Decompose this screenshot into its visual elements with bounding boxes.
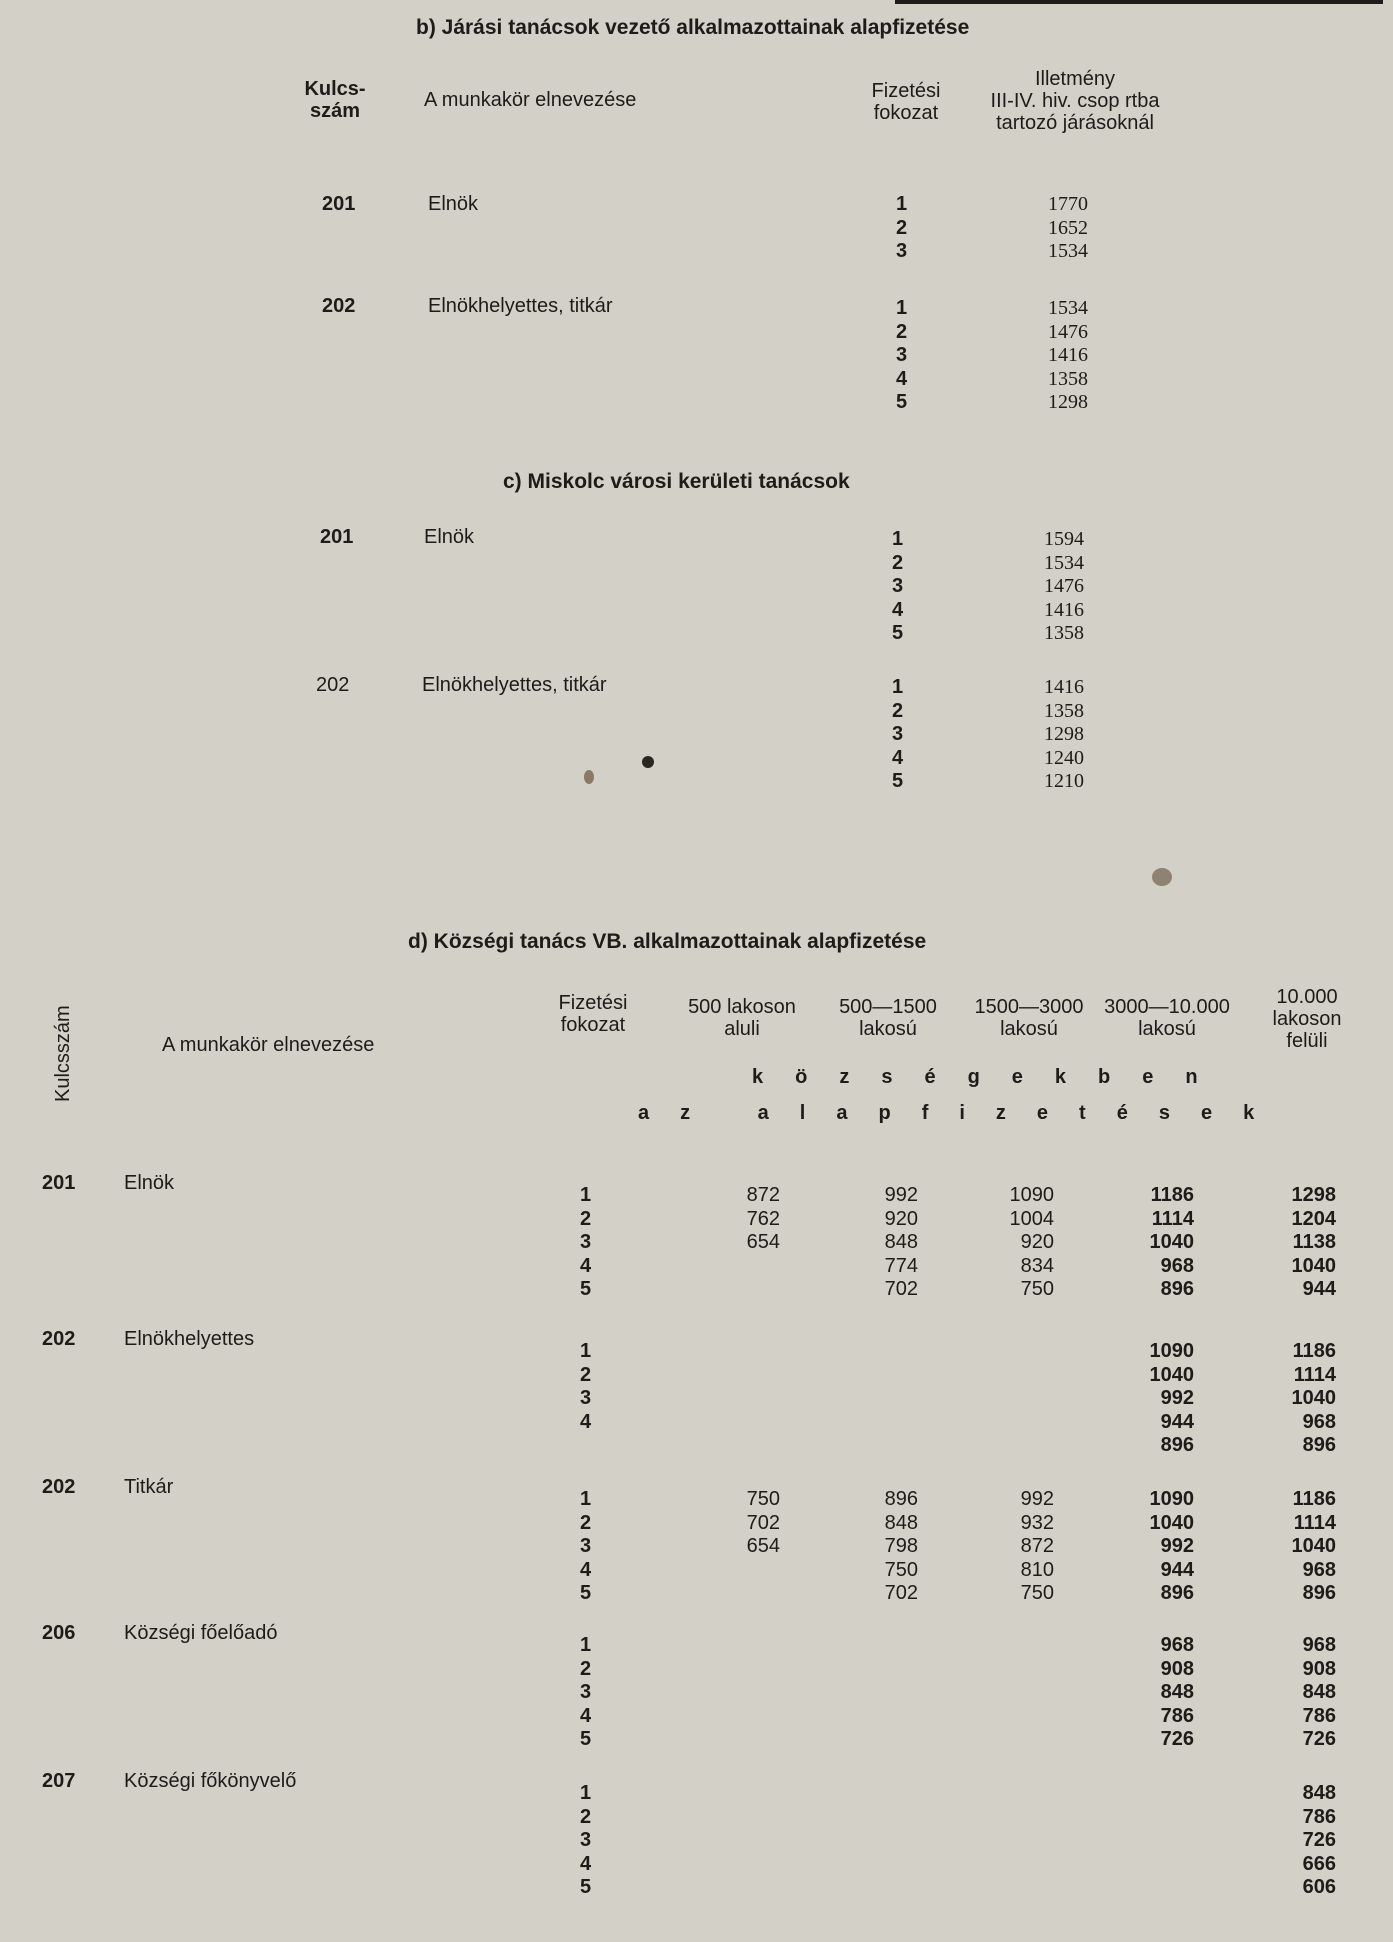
d-row-c5-values: 1186 1114 1040 968 896	[1291, 1488, 1336, 1604]
d-header-spaced-2: az alapfizetések	[638, 1102, 1286, 1124]
d-header-col2: 500—1500 lakosú	[839, 996, 937, 1040]
b-row-grades: 1 2 3	[896, 193, 908, 262]
d-row-grades: 1 2 3 4 5	[580, 1634, 592, 1750]
d-row-grades: 1 2 3 4	[580, 1340, 592, 1433]
b-row-key: 202	[322, 295, 356, 317]
ink-spot	[1152, 868, 1172, 886]
d-row-c4-values: 968 908 848 786 726	[1160, 1634, 1194, 1750]
d-header-job: A munkakör elnevezése	[162, 1034, 375, 1056]
d-row-grades: 1 2 3 4 5	[580, 1782, 592, 1898]
b-row-key: 201	[322, 193, 356, 215]
b-row-values: 1534 1476 1416 1358 1298	[1048, 297, 1088, 413]
d-row-key: 201	[42, 1172, 76, 1194]
section-b-title: b) Járási tanácsok vezető alkalmazottainak alapfizetése	[416, 16, 970, 39]
d-row-key: 202	[42, 1476, 76, 1498]
d-row-c5-values: 848 786 726 666 606	[1302, 1782, 1336, 1898]
d-header-key: Kulcsszám	[52, 1005, 74, 1102]
d-row-key: 206	[42, 1622, 76, 1644]
d-row-name: Elnök	[124, 1172, 175, 1194]
d-row-c1-values: 750 702 654	[746, 1488, 780, 1557]
c-row-key: 201	[320, 526, 354, 548]
d-row-c2-values: 992 920 848 774 702	[884, 1184, 918, 1300]
b-row-name: Elnökhelyettes, titkár	[428, 295, 613, 317]
d-row-grades: 1 2 3 4 5	[580, 1184, 592, 1300]
b-header-job: A munkakör elnevezése	[424, 89, 637, 111]
d-row-name: Községi főelőadó	[124, 1622, 278, 1644]
section-c-title: c) Miskolc városi kerületi tanácsok	[503, 470, 850, 493]
d-row-c4-values: 1090 1040 992 944 896	[1149, 1340, 1194, 1456]
d-row-name: Titkár	[124, 1476, 174, 1498]
d-header-grade: Fizetési fokozat	[558, 992, 628, 1036]
b-header-salary: Illetmény III-IV. hiv. csop rtba tartozó járásoknál	[990, 68, 1160, 134]
b-header-key: Kulcs- szám	[304, 78, 366, 122]
d-row-c3-values: 992 932 872 810 750	[1020, 1488, 1054, 1604]
b-header-grade: Fizetési fokozat	[871, 80, 941, 124]
d-row-grades: 1 2 3 4 5	[580, 1488, 592, 1604]
ink-spot	[584, 770, 594, 784]
c-row-name: Elnök	[424, 526, 475, 548]
c-row-name: Elnökhelyettes, titkár	[422, 674, 607, 696]
d-header-col3: 1500—3000 lakosú	[974, 996, 1084, 1040]
d-header-col1: 500 lakoson aluli	[688, 996, 796, 1040]
c-row-grades: 1 2 3 4 5	[892, 528, 904, 644]
d-row-c2-values: 896 848 798 750 702	[884, 1488, 918, 1604]
d-row-c4-values: 1186 1114 1040 968 896	[1149, 1184, 1194, 1300]
section-d-title: d) Községi tanács VB. alkalmazottainak alapfizetése	[408, 930, 927, 953]
b-row-values: 1770 1652 1534	[1048, 193, 1088, 262]
top-rule	[895, 0, 1383, 4]
d-header-col5: 10.000 lakoson felüli	[1272, 986, 1342, 1052]
d-header-spaced-1: községekben	[752, 1066, 1230, 1088]
d-row-c3-values: 1090 1004 920 834 750	[1009, 1184, 1054, 1300]
c-row-grades: 1 2 3 4 5	[892, 676, 904, 792]
c-row-values: 1416 1358 1298 1240 1210	[1044, 676, 1084, 792]
ink-spot	[642, 756, 654, 768]
d-header-col4: 3000—10.000 lakosú	[1104, 996, 1230, 1040]
b-row-grades: 1 2 3 4 5	[896, 297, 908, 413]
d-row-c1-values: 872 762 654	[746, 1184, 780, 1253]
d-row-c5-values: 1186 1114 1040 968 896	[1291, 1340, 1336, 1456]
d-row-name: Községi főkönyvelő	[124, 1770, 297, 1792]
d-row-name: Elnökhelyettes	[124, 1328, 255, 1350]
c-row-values: 1594 1534 1476 1416 1358	[1044, 528, 1084, 644]
d-row-c5-values: 968 908 848 786 726	[1302, 1634, 1336, 1750]
d-row-key: 202	[42, 1328, 76, 1350]
c-row-key: 202	[316, 674, 350, 696]
b-row-name: Elnök	[428, 193, 479, 215]
d-row-c5-values: 1298 1204 1138 1040 944	[1291, 1184, 1336, 1300]
d-row-key: 207	[42, 1770, 76, 1792]
d-row-c4-values: 1090 1040 992 944 896	[1149, 1488, 1194, 1604]
